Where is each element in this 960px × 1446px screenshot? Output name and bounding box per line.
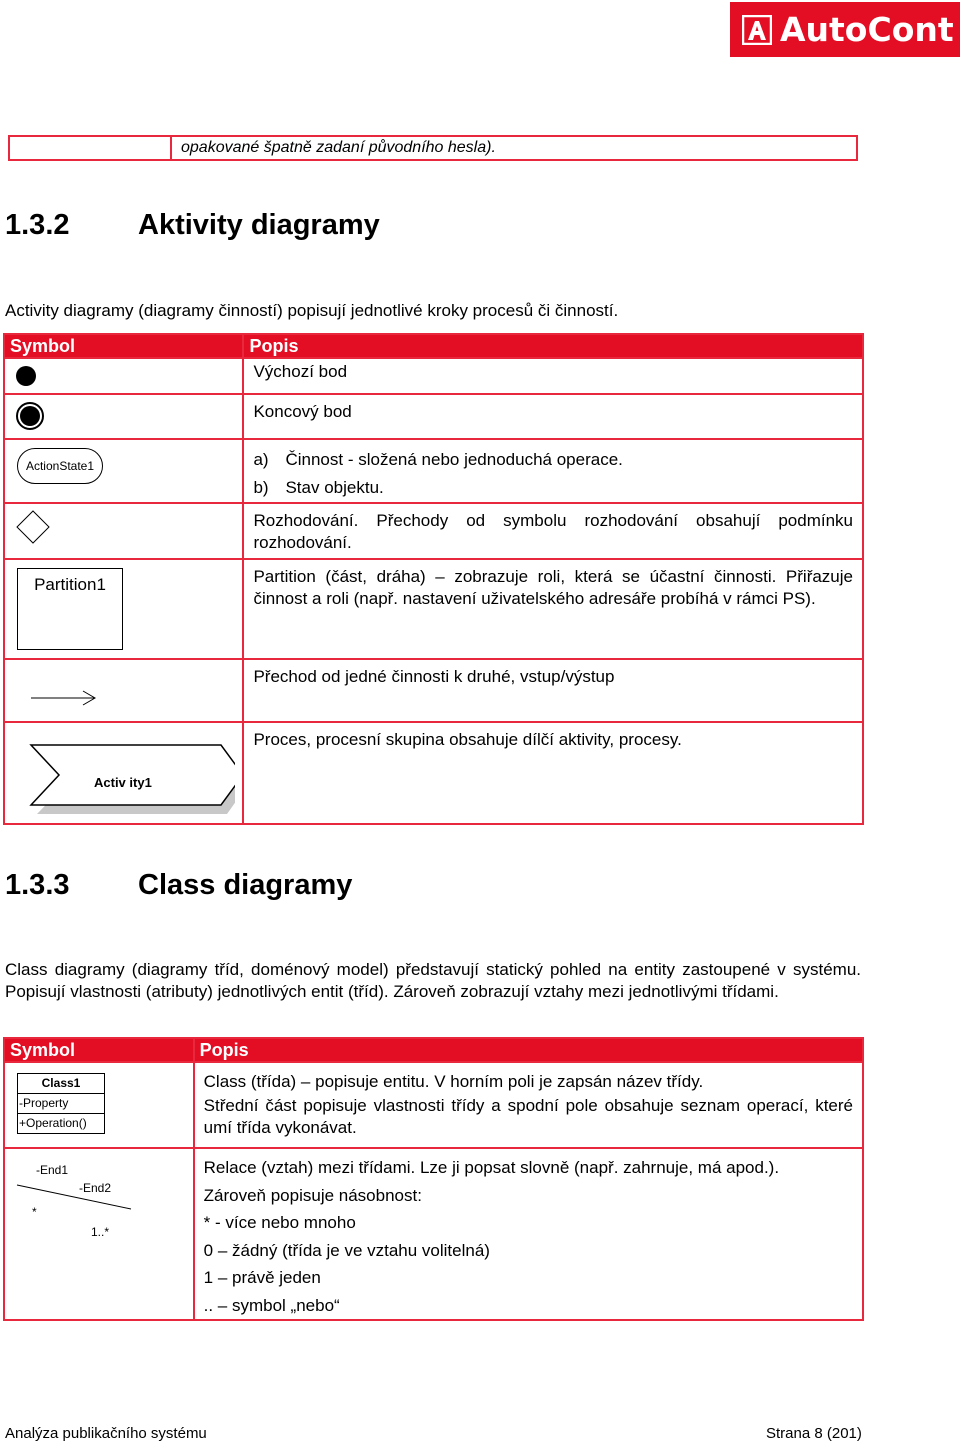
footer-page-number: Strana 8 (201) xyxy=(766,1425,862,1442)
section-number: 1.3.2 xyxy=(5,209,70,241)
partition-label: Partition1 xyxy=(34,575,106,594)
list-item xyxy=(253,446,853,474)
description-cell xyxy=(243,722,863,824)
section-number: 1.3.3 xyxy=(5,869,70,901)
footer-document-title: Analýza publikačního systému xyxy=(5,1425,207,1442)
association-end2: -End2 xyxy=(79,1181,112,1195)
class-property: -Property xyxy=(18,1094,104,1114)
section-intro: Activity diagramy (diagramy činností) popisují jednotlivé kroky procesů či činností. xyxy=(5,301,619,320)
description-cell xyxy=(243,559,863,659)
activity-symbol-table xyxy=(3,333,864,825)
section-title: Aktivity diagramy xyxy=(138,209,380,241)
logo-mark-icon xyxy=(742,15,772,45)
description-text: .. – symbol „nebo“ xyxy=(203,1295,340,1315)
description-text: Partition (část, dráha) – zobrazuje roli, která se účastní činnosti. Přiřazuje činnost a roli (např. nastavení uživatelského adresáře probíhá v rámci PS). xyxy=(253,567,853,608)
transition-arrow-icon xyxy=(29,684,109,714)
description-text: Koncový bod xyxy=(253,402,352,421)
section-title: Class diagramy xyxy=(138,869,353,901)
table-row xyxy=(4,722,863,824)
symbol-cell xyxy=(4,439,243,503)
association-mult1: * xyxy=(32,1205,37,1219)
class-symbol-table xyxy=(3,1037,864,1321)
symbol-cell xyxy=(4,358,243,394)
section-intro: Class diagramy (diagramy tříd, doménový model) představují statický pohled na entity zastoupené v systému. Popisují vlastnosti (atributy) jednotlivých entit (tříd). Zároveň zobrazují vztahy mezi jednotlivými třídami. xyxy=(5,960,861,1001)
description-cell xyxy=(194,1062,863,1148)
description-text: Relace (vztah) mezi třídami. Lze ji popsat slovně (např. zahrnuje, má apod.). xyxy=(203,1158,780,1177)
description-cell xyxy=(243,394,863,439)
header-symbol: Symbol xyxy=(4,1038,194,1062)
table-row xyxy=(4,394,863,439)
autocont-logo xyxy=(730,2,960,57)
continued-text: opakované špatně zadaní původního hesla). xyxy=(181,139,496,156)
list-text: Činnost - složená nebo jednoduchá operace. xyxy=(285,450,623,469)
header-popis: Popis xyxy=(243,334,863,358)
logo-text: AutoCont xyxy=(780,10,954,49)
partition-symbol xyxy=(17,568,123,650)
list-label: a) xyxy=(253,450,269,469)
description-cell xyxy=(243,439,863,503)
symbol-cell xyxy=(4,1062,194,1148)
table-row xyxy=(4,439,863,503)
header-symbol: Symbol xyxy=(4,334,243,358)
description-cell xyxy=(243,503,863,559)
description-text: Zároveň popisuje násobnost: xyxy=(203,1185,422,1205)
description-cell xyxy=(243,358,863,394)
class-box-symbol xyxy=(17,1073,105,1134)
action-state-label: ActionState1 xyxy=(25,459,95,473)
description-text: 0 – žádný (třída je ve vztahu volitelná) xyxy=(203,1240,490,1260)
initial-node-icon xyxy=(15,362,45,392)
decision-diamond-icon xyxy=(13,508,53,548)
table-row xyxy=(4,659,863,722)
description-cell xyxy=(243,659,863,722)
description-text: * - více nebo mnoho xyxy=(203,1213,356,1232)
header-popis: Popis xyxy=(194,1038,863,1062)
table-row xyxy=(4,358,863,394)
description-text: Výchozí bod xyxy=(253,362,348,381)
symbol-cell xyxy=(4,394,243,439)
action-state-symbol xyxy=(17,448,103,484)
class-name: Class1 xyxy=(18,1074,104,1094)
symbol-cell xyxy=(4,559,243,659)
description-cell xyxy=(194,1148,863,1320)
list-label: b) xyxy=(253,478,269,497)
list-item xyxy=(253,474,853,502)
class-operation: +Operation() xyxy=(19,1116,87,1130)
process-label: Activ ity1 xyxy=(94,775,152,790)
symbol-cell xyxy=(4,1148,194,1320)
table-row xyxy=(4,1062,863,1148)
cell-divider xyxy=(170,137,172,159)
symbol-cell xyxy=(4,503,243,559)
description-text: Střední část popisuje vlastnosti třídy a spodní pole obsahuje seznam operací, které umí třída vykonávat. xyxy=(203,1096,853,1137)
final-node-icon xyxy=(15,400,47,432)
description-text: Přechod od jedné činnosti k druhé, vstup/výstup xyxy=(253,667,615,686)
continued-table-row xyxy=(8,135,858,161)
table-row xyxy=(4,1148,863,1320)
list-text: Stav objektu. xyxy=(285,478,384,497)
description-text: Class (třída) – popisuje entitu. V horním poli je zapsán název třídy. xyxy=(203,1072,704,1091)
table-row xyxy=(4,503,863,559)
description-text: 1 – právě jeden xyxy=(203,1268,321,1287)
symbol-cell xyxy=(4,659,243,722)
association-mult2: 1..* xyxy=(91,1225,110,1239)
symbol-cell xyxy=(4,722,243,824)
description-text: Proces, procesní skupina obsahuje dílčí aktivity, procesy. xyxy=(253,730,682,749)
description-text: Rozhodování. Přechody od symbolu rozhodování obsahují podmínku rozhodování. xyxy=(253,511,853,552)
association-end1: -End1 xyxy=(36,1163,69,1177)
table-row xyxy=(4,559,863,659)
